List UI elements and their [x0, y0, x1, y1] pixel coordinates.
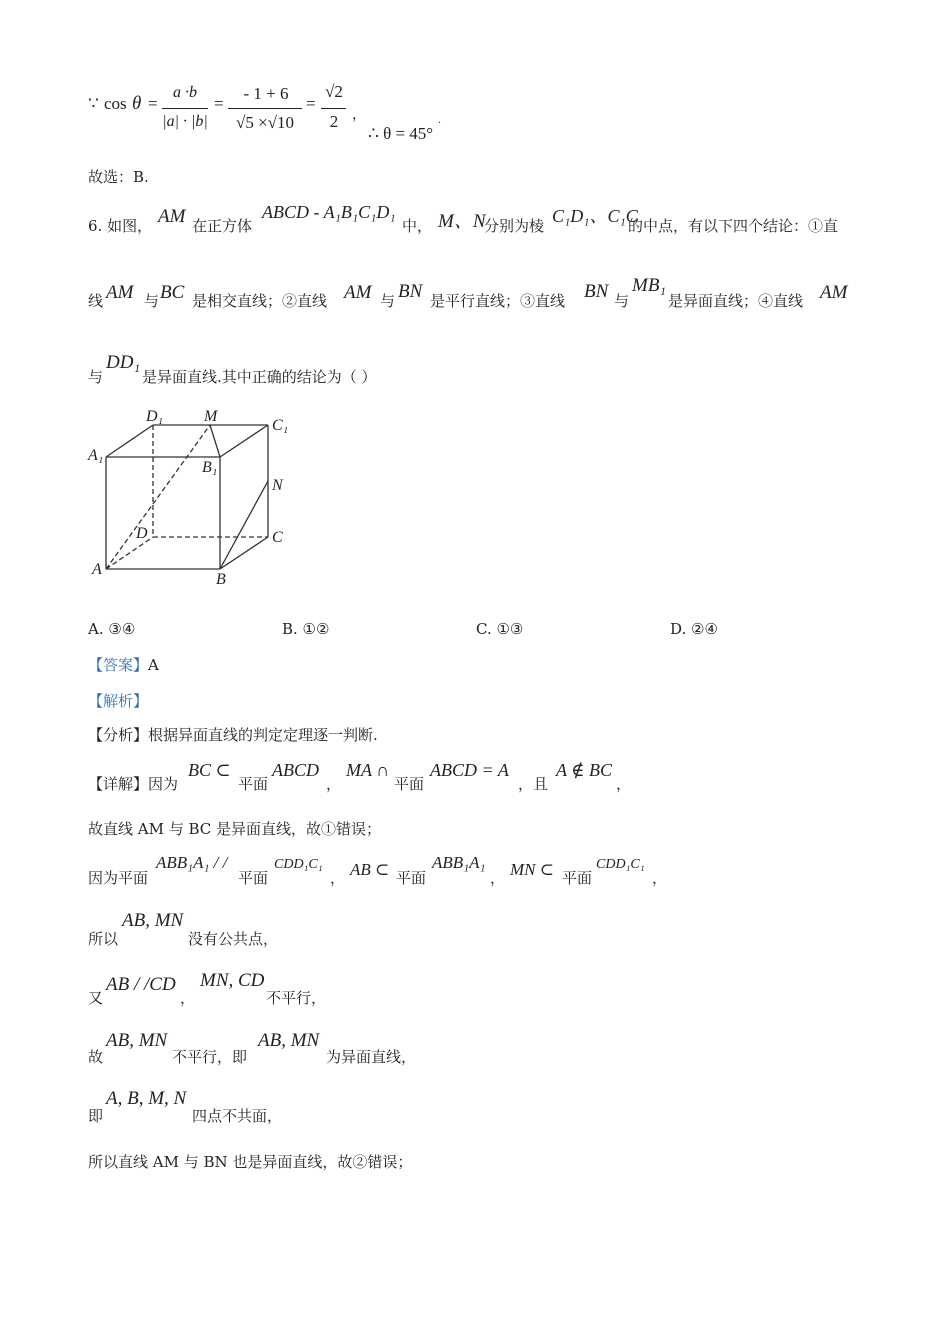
q6-line3-DD1: DD₁	[106, 352, 141, 373]
detail-points: A, B, M, N	[106, 1088, 187, 1109]
detail-line8: 所以直线 AM 与 BN 也是异面直线，故②错误；	[88, 1153, 413, 1171]
trailing-dot: .	[438, 112, 441, 126]
q6-line1-a: 6. 如图，	[88, 217, 153, 235]
q6-line2-d: 与	[380, 292, 396, 310]
label-C1: C₁	[272, 417, 289, 434]
segment-BN	[220, 481, 268, 569]
q6-line1-d: 分别为棱	[484, 217, 545, 235]
q6-line3-a: 与	[88, 368, 104, 386]
label-A1: A₁	[88, 447, 104, 464]
segment-MB1	[210, 425, 220, 457]
detail-AB-subset: AB ⊂	[350, 860, 390, 879]
frac2-bar	[228, 108, 302, 109]
q6-line2-f: 与	[614, 292, 630, 310]
comma: ，	[352, 108, 366, 123]
detail-line6-b: 不平行，即	[172, 1048, 248, 1066]
answer-value: A	[148, 656, 159, 674]
label-D: D	[136, 525, 148, 542]
q6-line2-g: 是异面直线；④直线	[668, 292, 804, 310]
detail-line3-comma3: ，	[652, 869, 668, 887]
detail-line6-ABMN2: AB, MN	[258, 1030, 320, 1051]
detail-line1-a: 【详解】因为	[88, 775, 179, 793]
label-A: A	[92, 561, 102, 578]
q6-line1-b: 在正方体	[192, 217, 253, 235]
detail-CDD1C1: CDD₁C₁	[274, 857, 323, 872]
q6-line2-AM: AM	[106, 282, 134, 303]
detail-line6-c: 为异面直线，	[326, 1048, 417, 1066]
detail-AB-par-CD: AB / /CD	[106, 974, 176, 995]
answer-line	[88, 655, 159, 675]
detail-line4-a: 所以	[88, 930, 119, 948]
frac1-bar	[162, 108, 208, 109]
detail-plane-2: 平面	[394, 775, 425, 793]
theta-result: ∴ θ = 45°	[368, 124, 434, 143]
detail-MA-cap: MA ∩	[346, 760, 390, 780]
frac2-denominator: √5 ×√10	[236, 113, 294, 132]
label-B: B	[216, 571, 226, 588]
detail-plane-1: 平面	[238, 775, 269, 793]
detail-line3-plane: 平面	[238, 869, 269, 887]
detail-ABB1A1-parallel: ABB₁A₁ / /	[156, 853, 228, 872]
detail-ABB1A1: ABB₁A₁	[432, 853, 486, 872]
q6-cube-name: ABCD - A₁B₁C₁D₁	[262, 202, 396, 222]
equals-2: =	[214, 94, 224, 113]
detail-comma-3: ，	[616, 775, 632, 793]
detail-line5-a: 又	[88, 989, 104, 1007]
detail-CDD1C1b: CDD₁C₁	[596, 857, 645, 872]
label-M: M	[204, 408, 218, 425]
label-C: C	[272, 529, 283, 546]
answer-tag: 【答案】	[88, 656, 149, 674]
detail-line5-comma: ，	[180, 989, 196, 1007]
q6-line3-b: 是异面直线.其中正确的结论为（ ）	[142, 368, 377, 386]
detail-ABCD-eq-A: ABCD = A	[430, 760, 509, 780]
detail-MN-subset: MN ⊂	[510, 860, 554, 879]
theta-symbol: θ	[132, 93, 142, 114]
frac1-numerator: a ·b	[173, 84, 197, 101]
option-c: C. ①③	[476, 620, 524, 638]
detail-line5-b: 不平行，	[266, 989, 327, 1007]
frac3-denominator: 2	[329, 112, 339, 131]
q6-line2-a: 线	[88, 292, 104, 310]
detail-line3-plane2: 平面	[396, 869, 427, 887]
cos-text: cos	[104, 94, 127, 113]
q6-line1-e: 的中点，有以下四个结论：①直	[628, 217, 839, 235]
q6-line2-c: 是相交直线；②直线	[192, 292, 328, 310]
detail-ABCD-1: ABCD	[272, 760, 319, 780]
previous-answer: 故选：B.	[88, 168, 149, 186]
detail-line3-plane3: 平面	[562, 869, 593, 887]
q6-line2-AM2: AM	[344, 282, 372, 303]
detail-line6-a: 故	[88, 1048, 104, 1066]
equals-1: =	[148, 94, 158, 113]
label-B1: B₁	[202, 459, 218, 476]
equals-3: =	[306, 94, 316, 113]
frac3-numerator: √2	[325, 82, 343, 101]
edge-A1D1	[106, 425, 153, 457]
q6-edges: C₁D₁、C₁C	[552, 206, 638, 226]
analysis-tag: 【解析】	[88, 692, 149, 710]
edge-B1C1	[220, 425, 268, 457]
detail-line3-comma2: ，	[490, 869, 506, 887]
q6-line1-c: 中，	[402, 217, 433, 235]
edge-BC	[220, 537, 268, 569]
frac1-denominator: |a| · |b|	[162, 113, 208, 130]
detail-line4-b: 没有公共点，	[188, 930, 279, 948]
detail-line7-a: 即	[88, 1107, 104, 1125]
frac2-numerator: - 1 + 6	[243, 84, 289, 103]
q6-line2-MB1: MB₁	[632, 275, 667, 296]
option-d: D. ②④	[670, 620, 718, 638]
because-symbol: ∵	[88, 94, 99, 113]
q6-line2-b: 与	[144, 292, 160, 310]
detail-AB-MN: AB, MN	[122, 910, 184, 931]
cube-figure	[86, 402, 316, 592]
label-D1: D₁	[146, 408, 164, 425]
option-b: B. ①②	[282, 620, 330, 638]
detail-line7-b: 四点不共面，	[192, 1107, 283, 1125]
detail-comma-2: ，且	[518, 775, 549, 793]
q6-line2-BC: BC	[160, 282, 185, 303]
detail-line3-comma: ，	[330, 869, 346, 887]
q6-line2-e: 是平行直线；③直线	[430, 292, 566, 310]
detail-A-notin-BC: A ∉ BC	[556, 760, 612, 780]
label-N: N	[272, 477, 283, 494]
detail-line6-ABMN: AB, MN	[106, 1030, 168, 1051]
q6-line2-BN: BN	[398, 281, 423, 302]
detail-line2: 故直线 AM 与 BC 是异面直线，故①错误；	[88, 820, 382, 838]
option-a: A. ③④	[88, 620, 136, 638]
q6-AM: AM	[158, 206, 186, 227]
q6-line2-BN2: BN	[584, 281, 609, 302]
q6-line2-AM3: AM	[820, 282, 848, 303]
detail-comma-1: ，	[326, 775, 342, 793]
frac3-bar	[321, 108, 346, 109]
detail-MN-CD: MN, CD	[200, 970, 265, 991]
detail-line3-a: 因为平面	[88, 869, 149, 887]
analysis-summary: 【分析】根据异面直线的判定定理逐一判断.	[88, 726, 378, 744]
detail-BC-subset: BC ⊂	[188, 760, 231, 780]
q6-MN: M、N	[438, 211, 486, 232]
